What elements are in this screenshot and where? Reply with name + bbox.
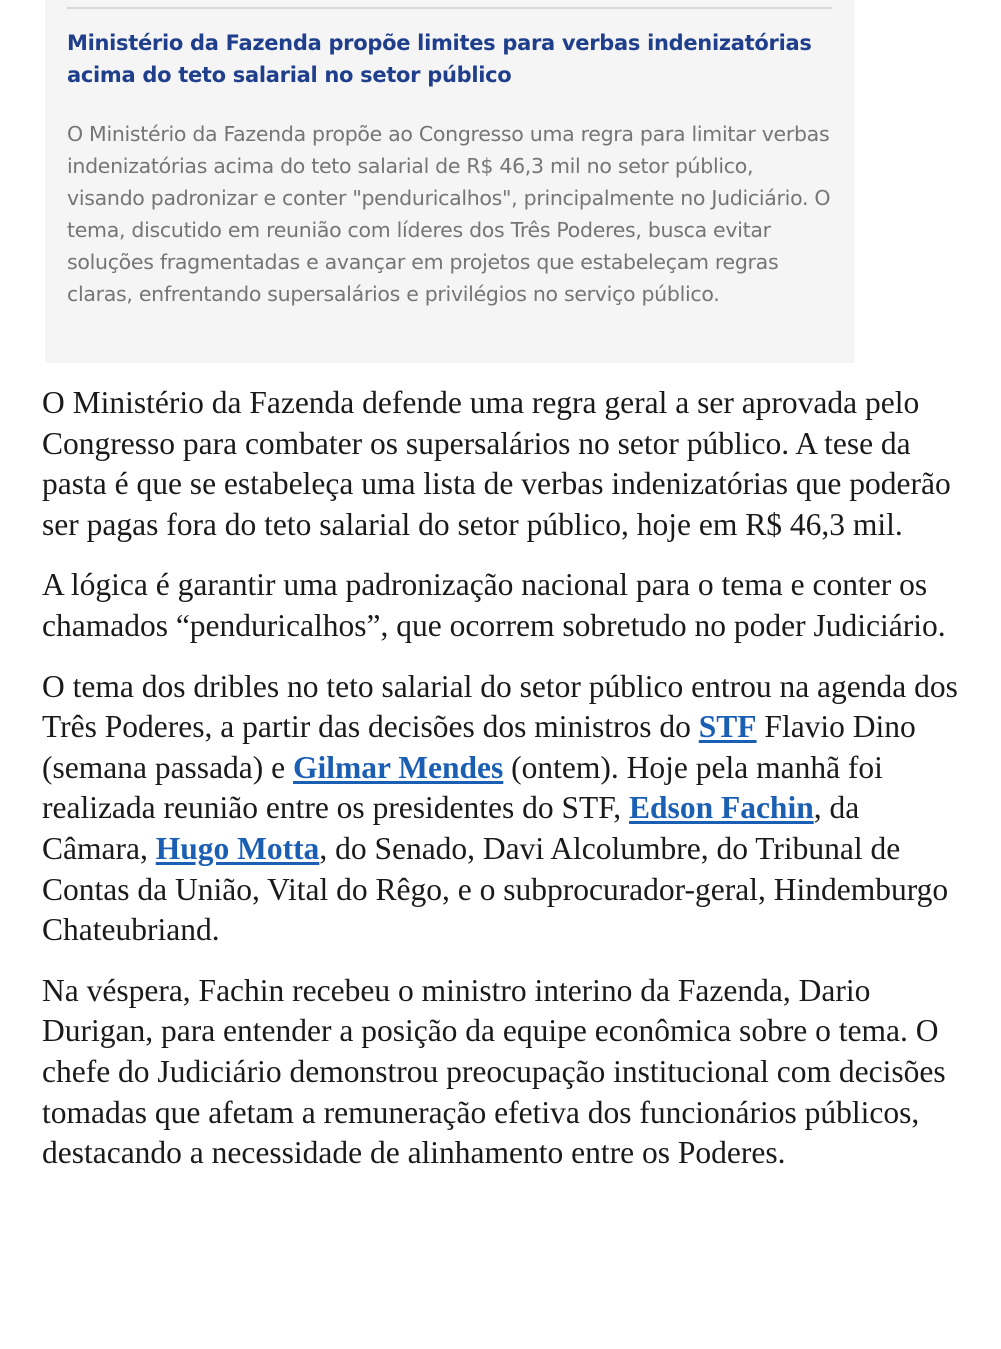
paragraph-3-text-4: , da Câmara,: [42, 790, 860, 866]
summary-text: O Ministério da Fazenda propõe ao Congresso uma regra para limitar verbas indenizatórias acima do teto salarial de R$ 46,3 mil no setor público, visando padronizar e conter "penduricalhos", principalmente no Judiciário. O tema, discutido em reunião com líderes dos Três Poderes, busca evitar soluções fragmentadas e avançar em projetos que estabeleçam regras claras, enfrentando supersalários e privilégios no serviço público.: [67, 122, 831, 306]
summary-divider: [67, 7, 832, 9]
summary-box: [45, 0, 855, 363]
article-paragraph-3: [42, 667, 967, 951]
article-paragraph-2: A lógica é garantir uma padronização nacional para o tema e conter os chamados “penduricalhos”, que ocorrem sobretudo no poder Judiciário.: [42, 567, 946, 643]
summary-title: Ministério da Fazenda propõe limites para verbas indenizatórias acima do teto salarial no setor público: [67, 31, 812, 87]
paragraph-3-text-1: O tema dos dribles no teto salarial do setor público entrou na agenda dos Três Poderes, a partir das decisões dos ministros do: [42, 668, 958, 745]
link-stf[interactable]: STF: [698, 709, 757, 745]
link-hugo-motta[interactable]: Hugo Motta: [155, 830, 320, 866]
link-gilmar-mendes[interactable]: Gilmar Mendes: [293, 749, 504, 785]
paragraph-3-text-3: (ontem). Hoje pela manhã foi realizada reunião entre os presidentes do STF,: [42, 749, 883, 826]
article-body: [42, 383, 967, 1194]
paragraph-3-text-5: , do Senado, Davi Alcolumbre, do Tribunal de Contas da União, Vital do Rêgo, e o subprocurador-geral, Hindemburgo Chateubriand.: [42, 830, 949, 948]
link-edson-fachin[interactable]: Edson Fachin: [629, 790, 814, 826]
paragraph-3-text-2: Flavio Dino (semana passada) e: [42, 709, 916, 785]
article-paragraph-4: Na véspera, Fachin recebeu o ministro interino da Fazenda, Dario Durigan, para entender a posição da equipe econômica sobre o tema. O chefe do Judiciário demonstrou preocupação institucional com decisões tomadas que afetam a remuneração efetiva dos funcionários públicos, destacando a necessidade de alinhamento entre os Poderes.: [42, 972, 946, 1171]
article-paragraph-1: O Ministério da Fazenda defende uma regra geral a ser aprovada pelo Congresso para combater os supersalários no setor público. A tese da pasta é que se estabeleça uma lista de verbas indenizatórias que poderão ser pagas fora do teto salarial do setor público, hoje em R$ 46,3 mil.: [42, 385, 951, 542]
